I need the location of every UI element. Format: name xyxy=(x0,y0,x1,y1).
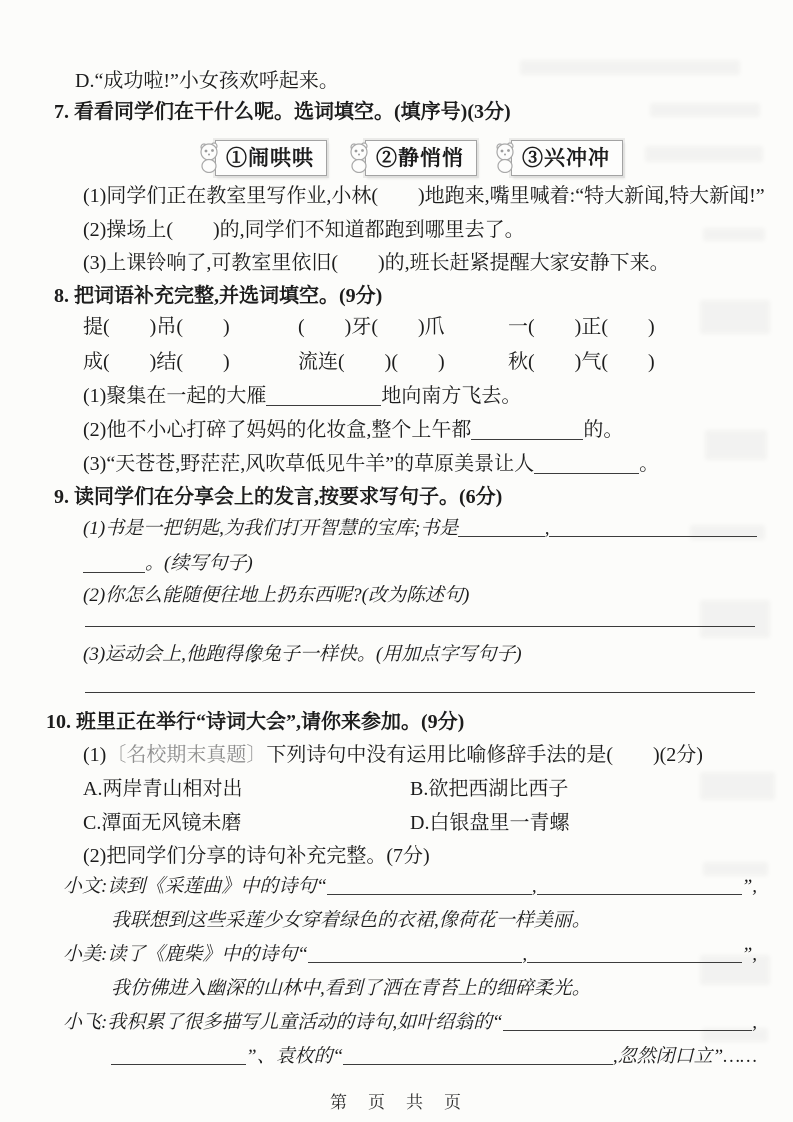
q10-option-c: C.潭面无风镜未磨 xyxy=(83,812,242,834)
q10-dialogue-xiaomei-line-1 xyxy=(63,941,757,968)
dialogue-text: 我积累了很多描写儿童活动的诗句,如叶绍翁的“ xyxy=(107,1012,503,1033)
answer-blank xyxy=(503,1004,753,1031)
q10-option-b: B.欲把西湖比西子 xyxy=(410,778,569,800)
q7-word-box-2 xyxy=(365,140,477,176)
scan-bleed-artifact xyxy=(700,772,775,800)
q7-item-2: (2)操场上( )的,同学们不知道都跑到哪里去了。 xyxy=(83,219,525,241)
q10-number: 10. xyxy=(46,711,71,733)
q9-item-1-instruction: 。(续写句子) xyxy=(145,553,253,574)
q7-word-1: ①闹哄哄 xyxy=(226,146,314,170)
scan-bleed-artifact xyxy=(705,430,767,460)
q7-word-box-3 xyxy=(511,140,623,176)
dialogue-separator: , xyxy=(752,1012,757,1033)
q9-number: 9. xyxy=(54,486,69,508)
q10-dialogue-xiaowen-line-2: 我联想到这些采莲少女穿着绿色的衣裙,像荷花一样美丽。 xyxy=(111,910,591,931)
scan-bleed-artifact xyxy=(650,103,760,117)
q8-word-pair: 流连( )( ) xyxy=(298,351,445,373)
q10-item-1-marker: (1) xyxy=(83,744,107,766)
q8-item-2 xyxy=(83,417,623,444)
dialogue-separator: , xyxy=(522,944,528,965)
q8-stem xyxy=(54,283,382,310)
q9-stem xyxy=(54,484,502,511)
q8-word-pair: ( )牙( )爪 xyxy=(298,316,445,338)
panda-icon xyxy=(347,141,371,181)
q10-stem xyxy=(46,709,464,736)
scan-bleed-artifact xyxy=(700,300,770,334)
q9-item-1-line-1 xyxy=(83,515,757,542)
scan-bleed-artifact xyxy=(703,228,765,241)
panda-icon xyxy=(197,141,221,181)
speaker-label: 小美: xyxy=(63,944,108,965)
answer-blank xyxy=(343,1038,613,1065)
q10-dialogue-xiaofei-line-2 xyxy=(111,1043,757,1070)
answer-blank xyxy=(527,936,742,963)
q8-word-pair: 成( )结( ) xyxy=(83,351,230,373)
q8-item-2-post: 的。 xyxy=(583,419,624,441)
q8-word-pair: 提( )吊( ) xyxy=(83,316,230,338)
dialogue-text: 读了《鹿柴》中的诗句“ xyxy=(107,944,308,965)
dialogue-text: ”、袁枚的“ xyxy=(246,1046,344,1067)
q10-item-1-source-tag: 〔名校期末真题〕 xyxy=(106,744,267,766)
q10-option-d: D.白银盘里一青螺 xyxy=(410,812,570,834)
q7-word-box-1 xyxy=(215,140,327,176)
q8-item-2-pre: (2)他不小心打碎了妈妈的化妆盒,整个上午都 xyxy=(83,419,472,441)
q10-stem-text: 班里正在举行“诗词大会”,请你来参加。(9分) xyxy=(76,711,465,733)
q9-item-1-line-2 xyxy=(83,550,253,577)
answer-blank xyxy=(537,868,742,895)
answer-blank xyxy=(471,419,583,440)
answer-blank xyxy=(327,868,532,895)
q9-item-3 xyxy=(83,641,522,668)
q7-item-3: (3)上课铃响了,可教室里依旧( )的,班长赶紧提醒大家安静下来。 xyxy=(83,252,670,274)
q10-dialogue-xiaofei-line-1 xyxy=(63,1009,757,1036)
q8-word-pair: 一( )正( ) xyxy=(508,316,655,338)
speaker-label: 小文: xyxy=(63,876,108,897)
dialogue-text: ”, xyxy=(741,876,758,897)
q8-item-1 xyxy=(83,383,521,410)
q8-item-3-post: 。 xyxy=(639,453,660,475)
prev-option-d: D.“成功啦!”小女孩欢呼起来。 xyxy=(75,70,339,92)
q10-dialogue-xiaowen-line-1 xyxy=(63,873,757,900)
q10-item-1-text: 下列诗句中没有运用比喻修辞手法的是( )(2分) xyxy=(266,744,703,766)
q9-item-3-post: 兔子一样快。(用加点字写句子) xyxy=(261,644,522,665)
answer-blank xyxy=(549,510,757,537)
q10-item-2: (2)把同学们分享的诗句补充完整。(7分) xyxy=(83,845,430,867)
answer-blank xyxy=(534,453,639,474)
q8-stem-text: 把词语补充完整,并选词填空。(9分) xyxy=(74,285,383,307)
dialogue-text: 读到《采莲曲》中的诗句“ xyxy=(107,876,327,897)
scan-bleed-artifact xyxy=(645,146,763,162)
q7-stem-text: 看看同学们在干什么呢。选词填空。(填序号)(3分) xyxy=(74,101,511,123)
answer-blank xyxy=(458,510,544,537)
q10-item-1 xyxy=(83,742,703,769)
answer-blank xyxy=(111,1038,246,1065)
q10-option-a: A.两岸青山相对出 xyxy=(83,778,243,800)
q10-dialogue-xiaomei-line-2: 我仿佛进入幽深的山林中,看到了洒在青苔上的细碎柔光。 xyxy=(111,978,591,999)
answer-blank xyxy=(266,385,381,406)
q8-item-1-pre: (1)聚集在一起的大雁 xyxy=(83,385,267,407)
q9-item-3-pre: (3)运动会上,他跑得 xyxy=(83,644,243,665)
scan-bleed-artifact xyxy=(700,600,770,638)
answer-line xyxy=(85,692,755,693)
q8-item-3-pre: (3)“天苍苍,野茫茫,风吹草低见牛羊”的草原美景让人 xyxy=(83,453,535,475)
answer-blank xyxy=(83,552,145,573)
footer-page-label: 第 页 共 页 xyxy=(330,1093,463,1112)
panda-icon xyxy=(493,141,517,181)
q7-number: 7. xyxy=(54,101,69,123)
q9-stem-text: 读同学们在分享会上的发言,按要求写句子。(6分) xyxy=(74,486,503,508)
answer-line xyxy=(85,626,755,627)
q7-item-1: (1)同学们正在教室里写作业,小林( )地跑来,嘴里喊着:“特大新闻,特大新闻!” xyxy=(83,185,765,207)
q8-item-1-post: 地向南方飞去。 xyxy=(381,385,522,407)
q7-stem xyxy=(54,99,511,126)
q9-item-1-text: (1)书是一把钥匙,为我们打开智慧的宝库;书是 xyxy=(83,518,459,539)
speaker-label: 小飞: xyxy=(63,1012,108,1033)
dialogue-separator: , xyxy=(531,876,537,897)
answer-blank xyxy=(308,936,523,963)
q7-word-2: ②静悄悄 xyxy=(376,146,464,170)
q9-item-3-dotted-char: 像 xyxy=(242,644,262,665)
q8-number: 8. xyxy=(54,285,69,307)
q7-word-3: ③兴冲冲 xyxy=(522,146,610,170)
dialogue-text: ”, xyxy=(741,944,758,965)
q8-word-pair: 秋( )气( ) xyxy=(508,351,655,373)
dialogue-text: ,忽然闭口立”…… xyxy=(612,1046,757,1067)
q9-item-1-separator: , xyxy=(544,518,550,539)
q8-item-3 xyxy=(83,451,659,478)
scan-bleed-artifact xyxy=(520,60,740,75)
q9-item-2: (2)你怎么能随便往地上扔东西呢?(改为陈述句) xyxy=(83,585,470,606)
